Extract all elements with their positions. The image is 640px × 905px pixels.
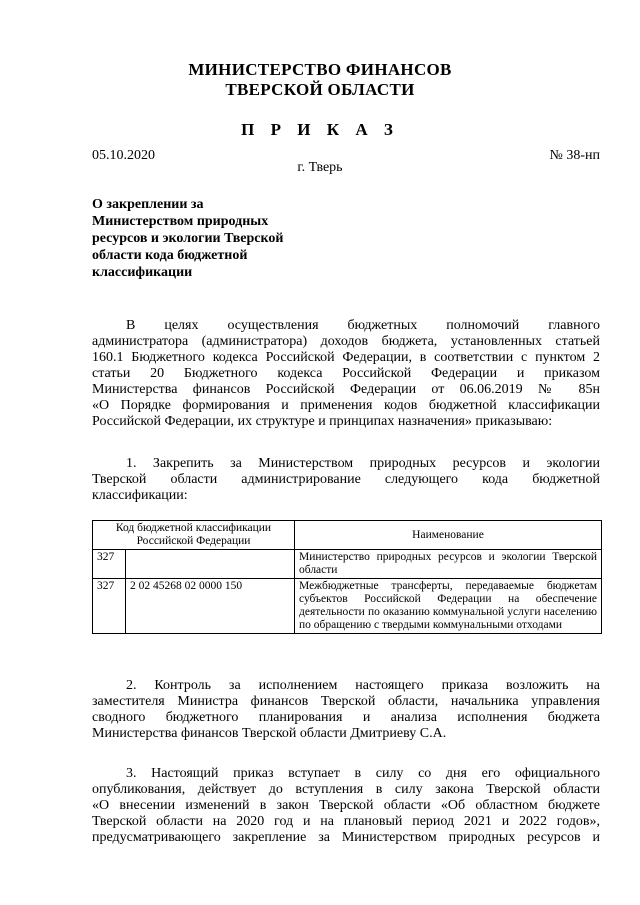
paragraph-line: 2. Контроль за исполнением настоящего приказа возложить на <box>126 678 600 693</box>
subject-line: области кода бюджетной <box>92 248 248 263</box>
paragraph-line: администратора (администратора) доходов бюджета, установленных статьей <box>92 334 600 349</box>
paragraph-line: Тверской области администрирование следующего кода бюджетной <box>92 472 600 487</box>
paragraph-line: классификации: <box>92 488 188 503</box>
paragraph-line: «О Порядке формирования и применения кодов бюджетной классификации <box>92 398 600 413</box>
document-number: № 38-нп <box>549 148 600 163</box>
budget-code-table <box>92 520 602 634</box>
paragraph-line: Тверской области на 2020 год и на плановый период 2021 и 2022 годов», <box>92 814 600 829</box>
document-date: 05.10.2020 <box>92 148 155 163</box>
table-row <box>93 579 602 634</box>
paragraph-line: предусматривающего закрепление за Министерством природных ресурсов и <box>92 830 600 845</box>
paragraph-line: Российской Федерации, их структуре и принципах назначения» приказываю: <box>92 414 553 429</box>
paragraph-line: 160.1 Бюджетного кодекса Российской Федерации, в соответствии с пунктом 2 <box>92 350 600 365</box>
document-subject <box>92 196 312 281</box>
paragraph-line: 1. Закрепить за Министерством природных ресурсов и экологии <box>126 456 600 471</box>
paragraph-preamble <box>92 318 600 430</box>
table-cell-income-code <box>126 550 295 579</box>
table-header-code: Код бюджетной классификации Российской Федерации <box>93 521 295 550</box>
paragraph-line: заместителя Министра финансов Тверской области, начальника управления <box>92 694 600 709</box>
paragraph-item-3 <box>92 766 600 846</box>
table-cell-name: Межбюджетные трансферты, передаваемые бюджетам субъектов Российской Федерации на обеспечение деятельности по оказанию коммунальной услуги населению по обращению с твердыми коммунальными отходами <box>295 579 602 634</box>
paragraph-item-1 <box>92 456 600 504</box>
table-header-row <box>93 521 602 550</box>
table-row <box>93 550 602 579</box>
document-title: П Р И К А З <box>241 120 399 139</box>
table-header-name: Наименование <box>295 521 602 550</box>
paragraph-line: сводного бюджетного планирования и анализа исполнения бюджета <box>92 710 600 725</box>
paragraph-line: «О внесении изменений в закон Тверской области «Об областном бюджете <box>92 798 600 813</box>
table-cell-name: Министерство природных ресурсов и экологии Тверской области <box>295 550 602 579</box>
subject-line: Министерством природных <box>92 214 269 229</box>
table-cell-admin-code: 327 <box>93 550 126 579</box>
subject-line: О закреплении за <box>92 197 204 212</box>
table-cell-income-code: 2 02 45268 02 0000 150 <box>126 579 295 634</box>
paragraph-line: опубликования, действует до вступления в силу закона Тверской области <box>92 782 600 797</box>
paragraph-item-2 <box>92 678 600 742</box>
ministry-name-line1: МИНИСТЕРСТВО ФИНАНСОВ <box>188 60 452 79</box>
paragraph-line: В целях осуществления бюджетных полномочий главного <box>126 318 600 333</box>
table-cell-admin-code: 327 <box>93 579 126 634</box>
paragraph-line: 3. Настоящий приказ вступает в силу со дня его официального <box>126 766 600 781</box>
subject-line: ресурсов и экологии Тверской <box>92 231 284 246</box>
paragraph-line: статьи 20 Бюджетного кодекса Российской Федерации и приказом <box>92 366 600 381</box>
paragraph-line: Министерства финансов Российской Федерации от 06.06.2019 № 85н <box>92 382 600 397</box>
document-city: г. Тверь <box>297 160 343 175</box>
subject-line: классификации <box>92 265 193 280</box>
ministry-name-line2: ТВЕРСКОЙ ОБЛАСТИ <box>225 80 415 99</box>
paragraph-line: Министерства финансов Тверской области Дмитриеву С.А. <box>92 726 447 741</box>
